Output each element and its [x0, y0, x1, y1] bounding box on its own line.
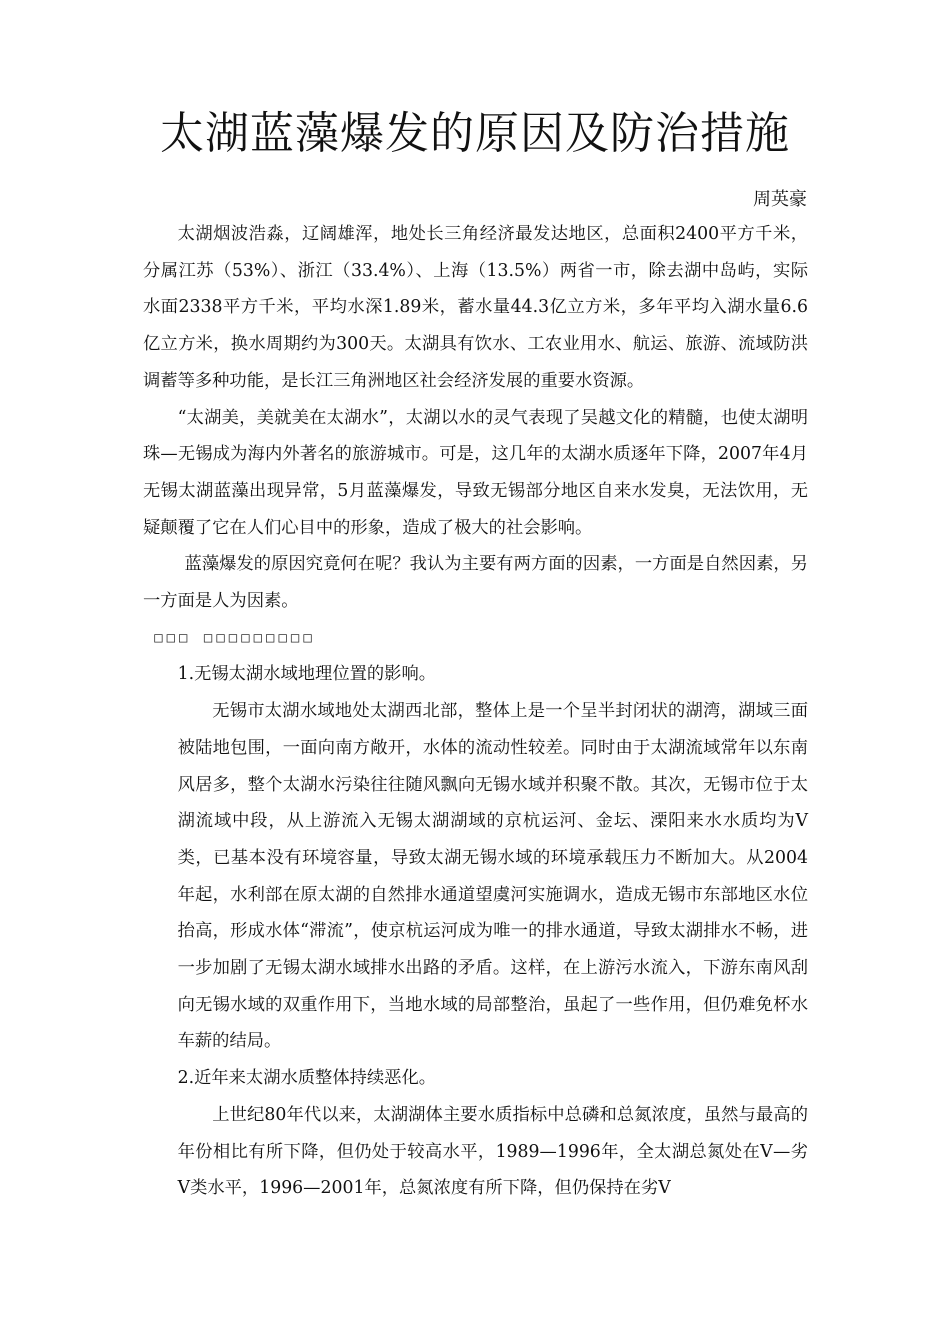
document-body — [143, 216, 808, 1207]
author-name: 周英豪 — [753, 189, 807, 210]
item-2-body: 上世纪80年代以来，太湖湖体主要水质指标中总磷和总氮浓度，虽然与最高的年份相比有所下降，但仍处于较高水平，1989—1996年，全太湖总氮处在Ⅴ—劣Ⅴ类水平，1996—2001年，总氮浓度有所下降，但仍保持在劣Ⅴ — [177, 1104, 808, 1199]
paragraph-taihu-beauty: “太湖美，美就美在太湖水”，太湖以水的灵气表现了吴越文化的精髓，也使太湖明珠—无锡成为海内外著名的旅游城市。可是，这几年的太湖水质逐年下降，2007年4月无锡太湖蓝藻出现异常，5月蓝藻爆发，导致无锡部分地区自来水发臭，无法饮用，无疑颠覆了它在人们心目中的形象，造成了极大的社会影响。 — [143, 407, 808, 538]
item-2-heading: 2.近年来太湖水质整体持续恶化。 — [177, 1068, 437, 1089]
paragraph-intro: 太湖烟波浩淼，辽阔雄浑，地处长三角经济最发达地区，总面积2400平方千米，分属江苏（53%）、浙江（33.4%）、上海（13.5%）两省一市，除去湖中岛屿，实际水面2338平方千米，平均水深1.89米，蓄水量44.3亿立方米，多年平均入湖水量6.6亿立方米，换水周期约为300天。太湖具有饮水、工农业用水、航运、旅游、流域防洪调蓄等多种功能，是长江三角洲地区社会经济发展的重要水资源。 — [143, 224, 808, 391]
paragraph-causes: 蓝藻爆发的原因究竟何在呢？我认为主要有两方面的因素，一方面是自然因素，另一方面是人为因素。 — [143, 554, 808, 612]
section-heading-garbled: □□□ □□□□□□□□□ — [154, 629, 316, 646]
document-title: 太湖蓝藻爆发的原因及防治措施 — [160, 108, 790, 159]
item-1-heading: 1.无锡太湖水域地理位置的影响。 — [177, 664, 437, 685]
item-1-body: 无锡市太湖水域地处太湖西北部，整体上是一个呈半封闭状的湖湾，湖域三面被陆地包围，一面向南方敞开，水体的流动性较差。同时由于太湖流域常年以东南风居多，整个太湖水污染往往随风飘向无锡水域并积聚不散。其次，无锡市位于太湖流域中段，从上游流入无锡太湖湖域的京杭运河、金坛、溧阳来水水质均为Ⅴ类，已基本没有环境容量，导致太湖无锡水域的环境承载压力不断加大。从2004年起，水利部在原太湖的自然排水通道望虞河实施调水，造成无锡市东部地区水位抬高，形成水体“滞流”，使京杭运河成为唯一的排水通道，导致太湖排水不畅，进一步加剧了无锡太湖水域排水出路的矛盾。这样，在上游污水流入，下游东南风刮向无锡水域的双重作用下，当地水域的局部整治，虽起了一些作用，但仍难免杯水车薪的结局。 — [177, 701, 808, 1052]
